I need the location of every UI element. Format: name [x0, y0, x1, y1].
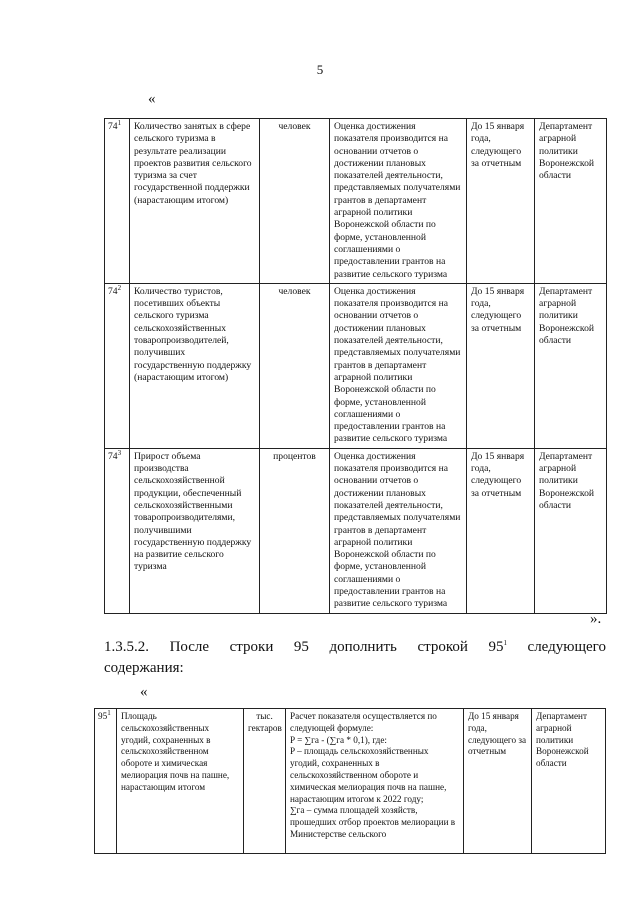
para-word: 1.3.5.2.: [104, 639, 149, 655]
para-word: После: [169, 639, 210, 655]
table-row: [95, 709, 606, 854]
row-number: $74^2$: [105, 283, 130, 448]
responsible-body: Департамент аграрной политики Воронежской области: [532, 709, 606, 854]
para-word: 95: [293, 639, 309, 655]
indicator-unit: процентов: [260, 448, 330, 613]
calculation-method: Оценка достижения показателя производится на основании отчетов о достижении плановых показателей деятельности, представляемых получателями грантов в департамент аграрной политики Воронежской области по форме, установленной соглашениями о предоставлении грантов на развитие сельского туризма: [330, 283, 467, 448]
indicator-name: Количество занятых в сфере сельского туризма в результате реализации проектов развития сельского туризма за счет государственной поддержки (нарастающим итогом): [130, 119, 260, 284]
para-word: следующего: [527, 639, 606, 655]
indicator-unit: тыс. гектаров: [244, 709, 286, 854]
para-word: строки: [229, 639, 274, 655]
table-row: [105, 119, 607, 284]
indicator-unit: человек: [260, 119, 330, 284]
indicators-table-74: [104, 118, 607, 614]
method-line: Расчет показателя осуществляется по следующей формуле:: [290, 711, 437, 733]
deadline: До 15 января года, следующего за отчетным: [467, 448, 535, 613]
table-row: [105, 448, 607, 613]
deadline: До 15 января года, следующего за отчетным: [467, 119, 535, 284]
indicator-unit: человек: [260, 283, 330, 448]
responsible-body: Департамент аграрной политики Воронежской области: [535, 448, 607, 613]
para-word: $95^1$: [488, 639, 507, 655]
method-line: P – площадь сельскохозяйственных угодий, сохраненных в сельскохозяйственном обороте и химическая мелиорация почв на пашне, нарастающим итогом к 2022 году;: [290, 746, 447, 804]
calculation-method: [286, 709, 464, 854]
open-quote-2: «: [140, 684, 148, 700]
amendment-paragraph: [104, 634, 606, 660]
indicator-name: Прирост объема производства сельскохозяйственной продукции, обеспеченный сельскохозяйственными товаропроизводителями, получившими государственную поддержку на развитие сельского туризма: [130, 448, 260, 613]
method-line: ∑га – сумма площадей хозяйств, прошедших отбор проектов мелиорации в Министерстве сельского: [290, 805, 456, 839]
close-quote: ».: [590, 611, 602, 627]
calculation-method: Оценка достижения показателя производится на основании отчетов о достижении плановых показателей деятельности, представляемых получателями грантов в департамент аграрной политики Воронежской области по форме, установленной соглашениями о предоставлении грантов на развитие сельского туризма: [330, 119, 467, 284]
amendment-paragraph-continued: содержания:: [104, 660, 184, 676]
indicator-name: Площадь сельскохозяйственных угодий, сохраненных в сельскохозяйственном обороте и химическая мелиорация почв на пашне, нарастающим итогом: [117, 709, 244, 854]
row-number: $74^3$: [105, 448, 130, 613]
row-number: $95^1$: [95, 709, 117, 854]
para-word: дополнить: [329, 639, 397, 655]
row-number: $74^1$: [105, 119, 130, 284]
responsible-body: Департамент аграрной политики Воронежской области: [535, 283, 607, 448]
indicators-table-95: [94, 708, 606, 854]
open-quote-1: «: [148, 91, 156, 107]
method-formula: P = ∑га - (∑га * 0,1), где:: [290, 734, 387, 745]
table-row: [105, 283, 607, 448]
para-word: строкой: [417, 639, 468, 655]
calculation-method: Оценка достижения показателя производится на основании отчетов о достижении плановых показателей деятельности, представляемых получателями грантов в департамент аграрной политики Воронежской области по форме, установленной соглашениями о предоставлении грантов на развитие сельского туризма: [330, 448, 467, 613]
deadline: До 15 января года, следующего за отчетным: [467, 283, 535, 448]
deadline: До 15 января года, следующего за отчетным: [464, 709, 532, 854]
indicator-name: Количество туристов, посетивших объекты сельского туризма сельскохозяйственных товаропроизводителей, получивших государственную поддержку (нарастающим итогом): [130, 283, 260, 448]
responsible-body: Департамент аграрной политики Воронежской области: [535, 119, 607, 284]
page-number: 5: [316, 62, 324, 77]
